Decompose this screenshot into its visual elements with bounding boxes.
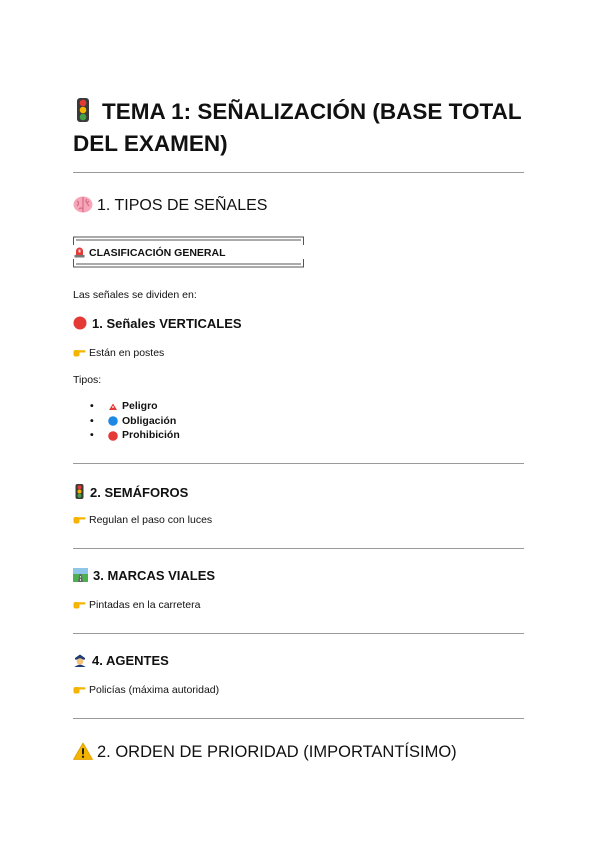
desc-agentes [73,683,219,697]
box-label [74,246,226,260]
desc-verticales [73,346,164,360]
bullet: • [90,414,94,427]
desc-text: Policías (máxima autoridad) [89,684,220,696]
subheading-text: 3. MARCAS VIALES [93,568,216,583]
brain-icon [73,196,93,213]
types-list [90,399,180,443]
list-item-text: Peligro [122,400,158,412]
subheading-text: 1. Señales VERTICALES [92,316,242,331]
list-item [90,414,180,429]
warning-sign-icon [73,742,93,760]
divider [73,172,524,173]
divider [73,718,524,719]
police-officer-icon [73,653,87,667]
bullet: • [90,400,94,412]
blue-circle-icon [108,416,118,426]
pointing-hand-icon [73,514,86,524]
bullet: • [90,429,94,442]
list-item [90,399,180,414]
subheading-text: 2. SEMÁFOROS [90,485,189,500]
divider [73,463,524,464]
subheading-agentes [73,653,169,669]
desc-semaforos [73,513,212,527]
list-item-text: Obligación [122,414,177,427]
section-heading-text: 1. TIPOS DE SEÑALES [97,197,268,214]
section-heading-prioridad [73,742,457,762]
subheading-semaforos [73,484,188,501]
divider [73,633,524,634]
desc-text: Pintadas en la carretera [89,599,201,611]
warning-triangle-icon [108,402,118,411]
pointing-hand-icon [73,599,86,609]
section-heading-tipos [73,196,267,216]
page-title [73,96,533,160]
red-circle-icon [73,316,87,330]
page-title-text: TEMA 1: SEÑALIZACIÓN (BASE TOTAL DEL EXAMEN) [73,99,522,156]
types-label: Tipos: [73,374,102,386]
list-item [90,428,180,443]
traffic-light-icon [76,98,90,122]
box-label-text: CLASIFICACIÓN GENERAL [89,247,226,259]
traffic-light-icon [75,484,84,499]
desc-text: Están en postes [89,347,165,359]
red-circle-icon [108,431,118,441]
subheading-text: 4. AGENTES [92,653,169,668]
desc-marcas [73,598,200,612]
desc-text: Regulan el paso con luces [89,514,213,526]
list-item-text: Prohibición [122,429,180,442]
pointing-hand-icon [73,347,86,357]
subheading-verticales [73,316,242,332]
divider [73,548,524,549]
subheading-marcas [73,568,215,584]
intro-text: Las señales se dividen en: [73,289,197,301]
section-heading-text: 2. ORDEN DE PRIORIDAD (IMPORTANTÍSIMO) [97,743,457,761]
siren-icon [74,246,85,258]
pointing-hand-icon [73,684,86,694]
road-icon [73,568,88,582]
